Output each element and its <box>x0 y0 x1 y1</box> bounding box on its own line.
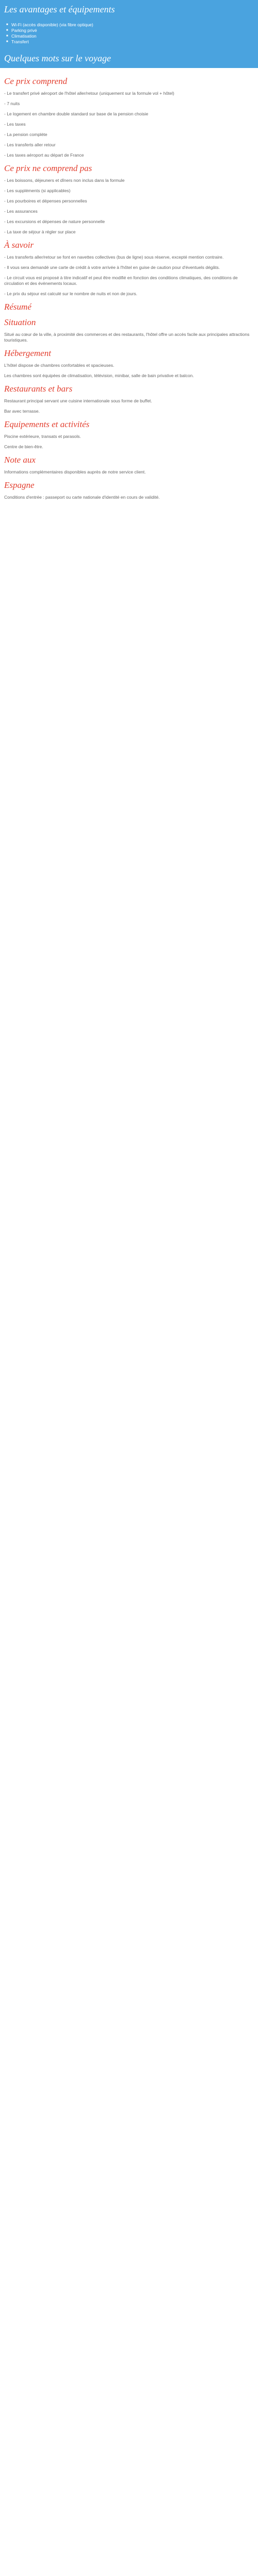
section-paragraph: - Les excursions et dépenses de nature personnelle <box>4 219 105 224</box>
section-paragraph: Les chambres sont équipées de climatisation, télévision, minibar, salle de bain privative et balcon. <box>4 373 194 378</box>
page <box>0 0 258 505</box>
section-paragraph: L'hôtel dispose de chambres confortables et spacieuses. <box>4 363 115 368</box>
section-paragraph: Bar avec terrasse. <box>4 409 40 414</box>
section-paragraph: - Il vous sera demandé une carte de crédit à votre arrivée à l'hôtel en guise de caution pour d'éventuels dégâts. <box>4 265 220 270</box>
section-paragraph: Restaurant principal servant une cuisine internationale sous forme de buffet. <box>4 398 152 403</box>
amenities-title: Les avantages et équipements <box>0 0 258 19</box>
section-heading: Résumé <box>4 302 31 312</box>
section-paragraph: - Le logement en chambre double standard sur base de la pension choisie <box>4 111 149 116</box>
section-paragraph: Conditions d'entrée : passeport ou carte nationale d'identité en cours de validité. <box>4 495 160 500</box>
amenities-list <box>0 22 258 45</box>
amenity-item: ■ Wi-Fi (accès disponible) (via fibre optique) <box>11 22 258 28</box>
section-paragraph: - Les transferts aller retour <box>4 142 56 147</box>
section-paragraph: Informations complémentaires disponibles auprès de notre service client. <box>4 469 146 474</box>
section-paragraph: - Les pourboires et dépenses personnelles <box>4 198 87 204</box>
section-paragraph: Piscine extérieure, transats et parasols. <box>4 434 81 439</box>
amenity-item: ■ Transfert <box>11 39 258 45</box>
section-heading: Hébergement <box>4 348 51 358</box>
section-heading: Ce prix ne comprend pas <box>4 163 92 173</box>
amenity-item: ■ Climatisation <box>11 33 258 39</box>
section-paragraph: Centre de bien-être. <box>4 444 43 449</box>
section-paragraph: - Le circuit vous est proposé à titre indicatif et peut être modifié en fonction des conditions climatiques, des conditions de circulation et des évènements locaux. <box>4 275 238 286</box>
section-heading: Espagne <box>4 480 35 490</box>
section-heading: Ce prix comprend <box>4 76 68 86</box>
section-paragraph: Situé au cœur de la ville, à proximité des commerces et des restaurants, l'hôtel offre un accès facile aux principales attractions touristiques. <box>4 332 250 343</box>
section-paragraph: - Les boissons, déjeuners et dîners non inclus dans la formule <box>4 178 125 183</box>
section-paragraph: - Les taxes aéroport au départ de France <box>4 152 84 158</box>
amenity-item: ■ Parking privé <box>11 28 258 33</box>
section-heading: Restaurants et bars <box>4 384 73 394</box>
section-heading: Situation <box>4 317 36 327</box>
section-paragraph: - La pension complète <box>4 132 47 137</box>
section-heading: À savoir <box>4 240 34 250</box>
section-paragraph: - La taxe de séjour à régler sur place <box>4 229 76 234</box>
section-heading: Note aux <box>4 455 36 465</box>
section-paragraph: - Les taxes <box>4 122 26 127</box>
section-paragraph: - Les transferts aller/retour se font en navettes collectives (bus de ligne) sous réserve, excepté mention contraire. <box>4 255 224 260</box>
section-paragraph: - Les suppléments (si applicables) <box>4 188 71 193</box>
trip-details <box>0 68 258 500</box>
section-paragraph: - Le transfert privé aéroport de l'hôtel aller/retour (uniquement sur la formule vol + hôtel) <box>4 91 174 96</box>
section-heading: Equipements et activités <box>4 419 90 429</box>
amenities-panel <box>0 0 258 49</box>
section-paragraph: - Les assurances <box>4 209 38 214</box>
trip-overview-title: Quelques mots sur le voyage <box>0 49 258 68</box>
section-paragraph: - 7 nuits <box>4 101 20 106</box>
section-paragraph: - Le prix du séjour est calculé sur le nombre de nuits et non de jours. <box>4 291 137 296</box>
